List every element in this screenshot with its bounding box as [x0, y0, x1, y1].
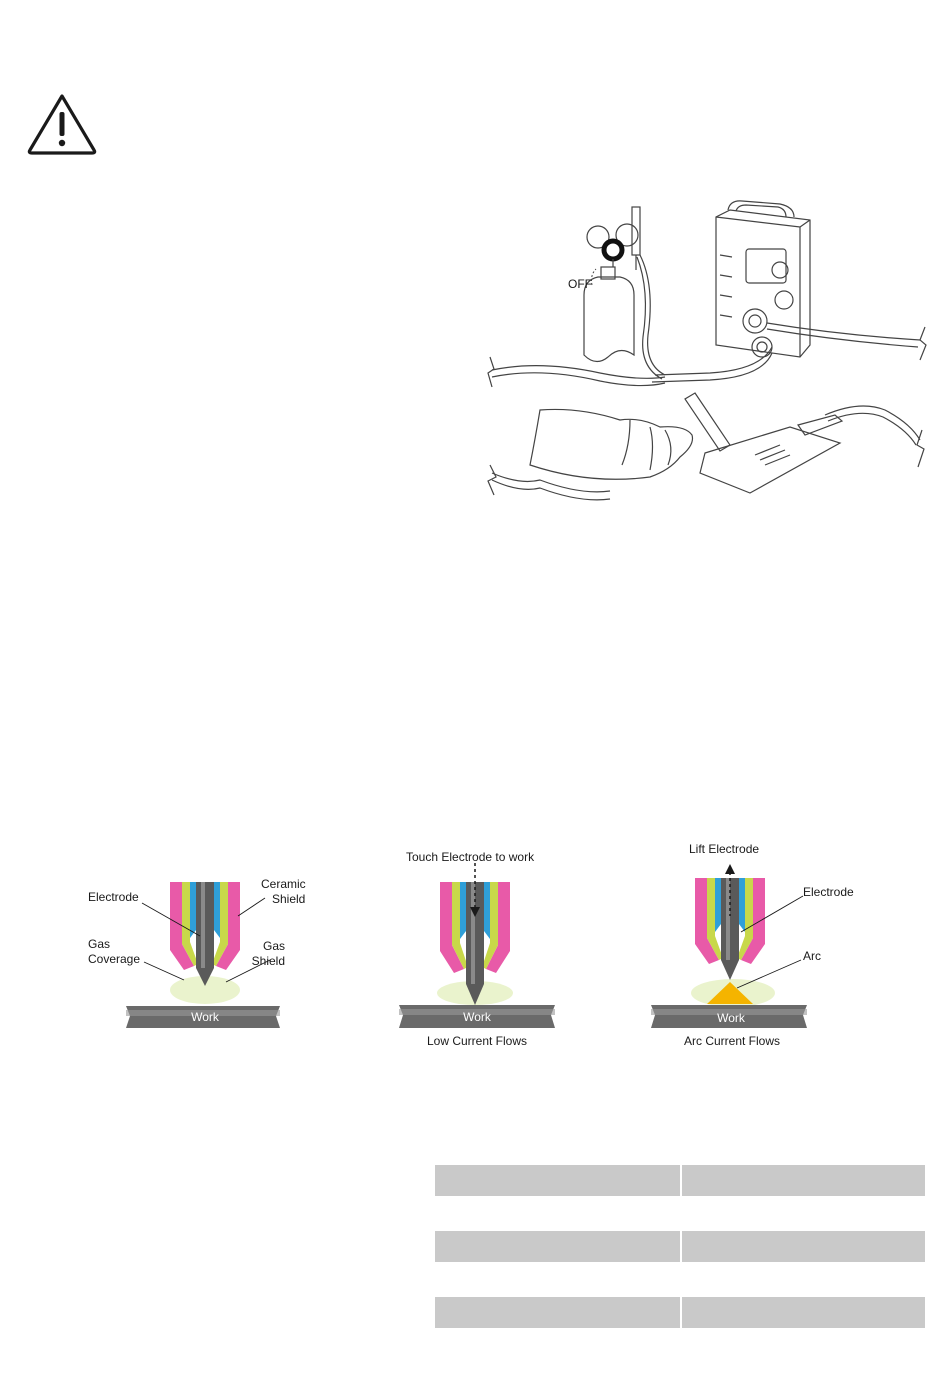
lift-electrode-label: Lift Electrode — [689, 842, 760, 856]
ceramic-label-2: Shield — [272, 892, 306, 906]
electrode-label: Electrode — [88, 890, 139, 904]
work-label: Work — [717, 1011, 745, 1025]
table-cell — [435, 1297, 680, 1328]
arc-current-caption: Arc Current Flows — [683, 1034, 781, 1048]
gas-shield-label-1: Gas — [262, 939, 285, 953]
table-cell — [682, 1198, 925, 1229]
table-row — [435, 1165, 925, 1196]
spec-table — [433, 1163, 927, 1330]
table-row — [435, 1297, 925, 1328]
table-cell — [435, 1198, 680, 1229]
touch-electrode-diagram — [395, 845, 565, 1055]
tig-setup-illustration — [480, 195, 940, 510]
electrode-label: Electrode — [803, 885, 854, 899]
table-cell — [682, 1264, 925, 1295]
table-row — [435, 1198, 925, 1229]
table-row — [435, 1264, 925, 1295]
torch-parts-diagram — [80, 870, 306, 1040]
table-cell — [435, 1165, 680, 1196]
table-row — [435, 1231, 925, 1262]
gloved-hand — [530, 409, 693, 479]
ceramic-label-1: Ceramic — [261, 877, 306, 891]
lift-electrode-diagram — [645, 838, 865, 1056]
gas-coverage-label-1: Gas — [88, 937, 111, 951]
table-cell — [682, 1231, 925, 1262]
touch-electrode-label: Touch Electrode to work — [406, 850, 535, 864]
work-plate — [700, 427, 840, 493]
table-cell — [682, 1297, 925, 1328]
work-label: Work — [191, 1010, 219, 1024]
warning-triangle-icon — [26, 92, 98, 156]
table-cell — [682, 1165, 925, 1196]
arc-label: Arc — [803, 949, 821, 963]
gas-shield-label-2: Shield — [251, 954, 285, 968]
valve-off-label: OFF — [568, 277, 592, 291]
low-current-caption: Low Current Flows — [426, 1034, 528, 1048]
gas-coverage-label-2: Coverage — [88, 952, 141, 966]
table-cell — [435, 1231, 680, 1262]
work-label: Work — [463, 1010, 491, 1024]
table-cell — [435, 1264, 680, 1295]
